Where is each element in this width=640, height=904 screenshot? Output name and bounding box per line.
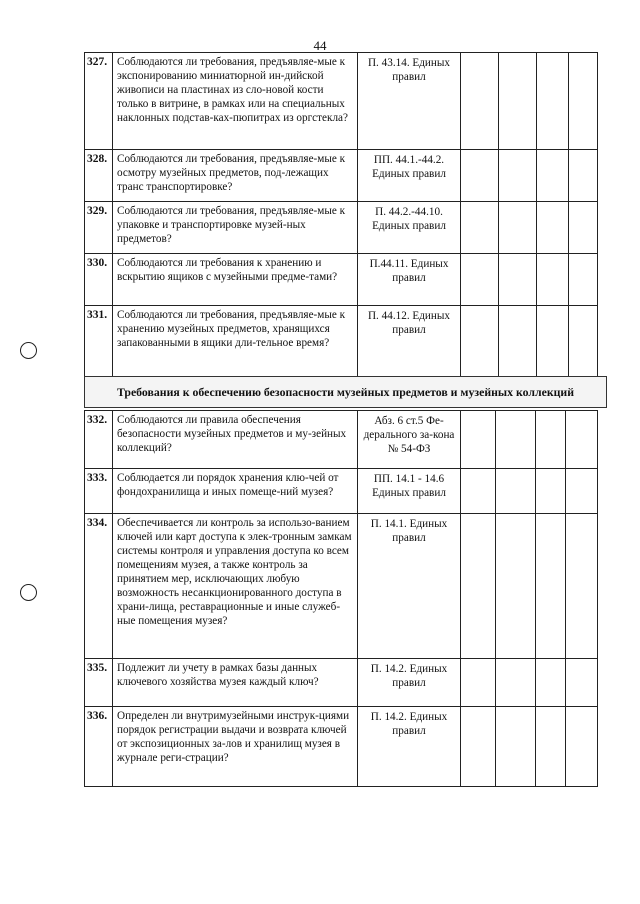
page-number: 44 [313,38,327,53]
legal-reference: П. 14.2. Единых правил [358,707,461,787]
checklist-rows [85,53,598,378]
checklist-rows [85,411,598,787]
row-number: 327. [85,53,113,150]
row-number: 331. [85,306,113,378]
binder-hole-icon [20,584,37,601]
table-row [85,53,598,150]
table-row [85,411,598,469]
answer-cell [536,659,566,707]
answer-cell [566,514,598,659]
answer-cell [536,514,566,659]
table-row [85,469,598,514]
table-row [85,306,598,378]
row-number: 328. [85,150,113,202]
legal-reference: Абз. 6 ст.5 Фе-дерального за-кона № 54-ФЗ [358,411,461,469]
legal-reference: П. 14.1. Единых правил [358,514,461,659]
requirement-question: Соблюдаются ли правила обеспечения безопасности музейных предметов и му-зейных коллекций? [113,411,358,469]
requirement-question: Соблюдаются ли требования, предъявляе-мые к экспонированию миниатюрной ин-дийской живописи на пластинах из сло-новой кости только в витрине, в рамках или на специальных наклонных подстав-ках-пюпитрах из оргстекла? [113,53,358,150]
requirement-question: Соблюдаются ли требования, предъявляе-мые к упаковке и транспортировке музей-ных предметов? [113,202,358,254]
table-row [85,254,598,306]
answer-cell [461,411,496,469]
answer-cell [461,254,499,306]
requirement-question: Соблюдаются ли требования, предъявляе-мые к хранению музейных предметов, хранящихся запакованными в ящики дли-тельное время? [113,306,358,378]
checklist-table-part2 [84,410,598,787]
answer-cell [496,707,536,787]
legal-reference: П. 44.2.-44.10. Единых правил [358,202,461,254]
answer-cell [536,411,566,469]
answer-cell [461,514,496,659]
legal-reference: П. 14.2. Единых правил [358,659,461,707]
table-row [85,202,598,254]
answer-cell [566,659,598,707]
answer-cell [461,53,499,150]
answer-cell [537,202,569,254]
table-row [85,514,598,659]
answer-cell [569,53,598,150]
answer-cell [566,469,598,514]
answer-cell [461,202,499,254]
answer-cell [569,150,598,202]
answer-cell [461,306,499,378]
row-number: 329. [85,202,113,254]
answer-cell [537,150,569,202]
answer-cell [569,306,598,378]
answer-cell [499,306,537,378]
answer-cell [461,707,496,787]
table-row [85,659,598,707]
answer-cell [536,707,566,787]
answer-cell [499,254,537,306]
answer-cell [461,150,499,202]
table-row [85,150,598,202]
requirement-question: Определен ли внутримузейными инструк-циями порядок регистрации выдачи и возврата ключей от экспозиционных за-лов и хранилищ музея в журнале реги-страции? [113,707,358,787]
answer-cell [499,53,537,150]
answer-cell [461,659,496,707]
table-row [85,707,598,787]
answer-cell [496,411,536,469]
answer-cell [536,469,566,514]
requirement-question: Соблюдается ли порядок хранения клю-чей от фондохранилища и иных помеще-ний музея? [113,469,358,514]
row-number: 336. [85,707,113,787]
answer-cell [569,202,598,254]
legal-reference: П. 44.12. Единых правил [358,306,461,378]
answer-cell [496,659,536,707]
answer-cell [537,306,569,378]
row-number: 330. [85,254,113,306]
answer-cell [537,254,569,306]
answer-cell [496,469,536,514]
answer-cell [566,411,598,469]
answer-cell [566,707,598,787]
row-number: 332. [85,411,113,469]
requirement-question: Подлежит ли учету в рамках базы данных ключевого хозяйства музея каждый ключ? [113,659,358,707]
legal-reference: ПП. 44.1.-44.2. Единых правил [358,150,461,202]
answer-cell [537,53,569,150]
legal-reference: П. 43.14. Единых правил [358,53,461,150]
answer-cell [499,150,537,202]
row-number: 333. [85,469,113,514]
requirement-question: Соблюдаются ли требования к хранению и вскрытию ящиков с музейными предме-тами? [113,254,358,306]
section-header: Требования к обеспечению безопасности музейных предметов и музейных коллекций [84,376,607,408]
requirement-question: Обеспечивается ли контроль за использо-ванием ключей или карт доступа к элек-тронным замкам системы контроля и управления доступа ко всем помещениям музея, а также контроль за принятием мер, исключающих любую возможность несанкционированного доступа в храни-лища, реставрационные и иные служеб-ные помещения музея? [113,514,358,659]
answer-cell [569,254,598,306]
binder-hole-icon [20,342,37,359]
legal-reference: П.44.11. Единых правил [358,254,461,306]
row-number: 335. [85,659,113,707]
legal-reference: ПП. 14.1 - 14.6 Единых правил [358,469,461,514]
answer-cell [499,202,537,254]
answer-cell [461,469,496,514]
checklist-table-part1 [84,52,598,378]
row-number: 334. [85,514,113,659]
answer-cell [496,514,536,659]
requirement-question: Соблюдаются ли требования, предъявляе-мые к осмотру музейных предметов, под-лежащих транс транспортировке? [113,150,358,202]
